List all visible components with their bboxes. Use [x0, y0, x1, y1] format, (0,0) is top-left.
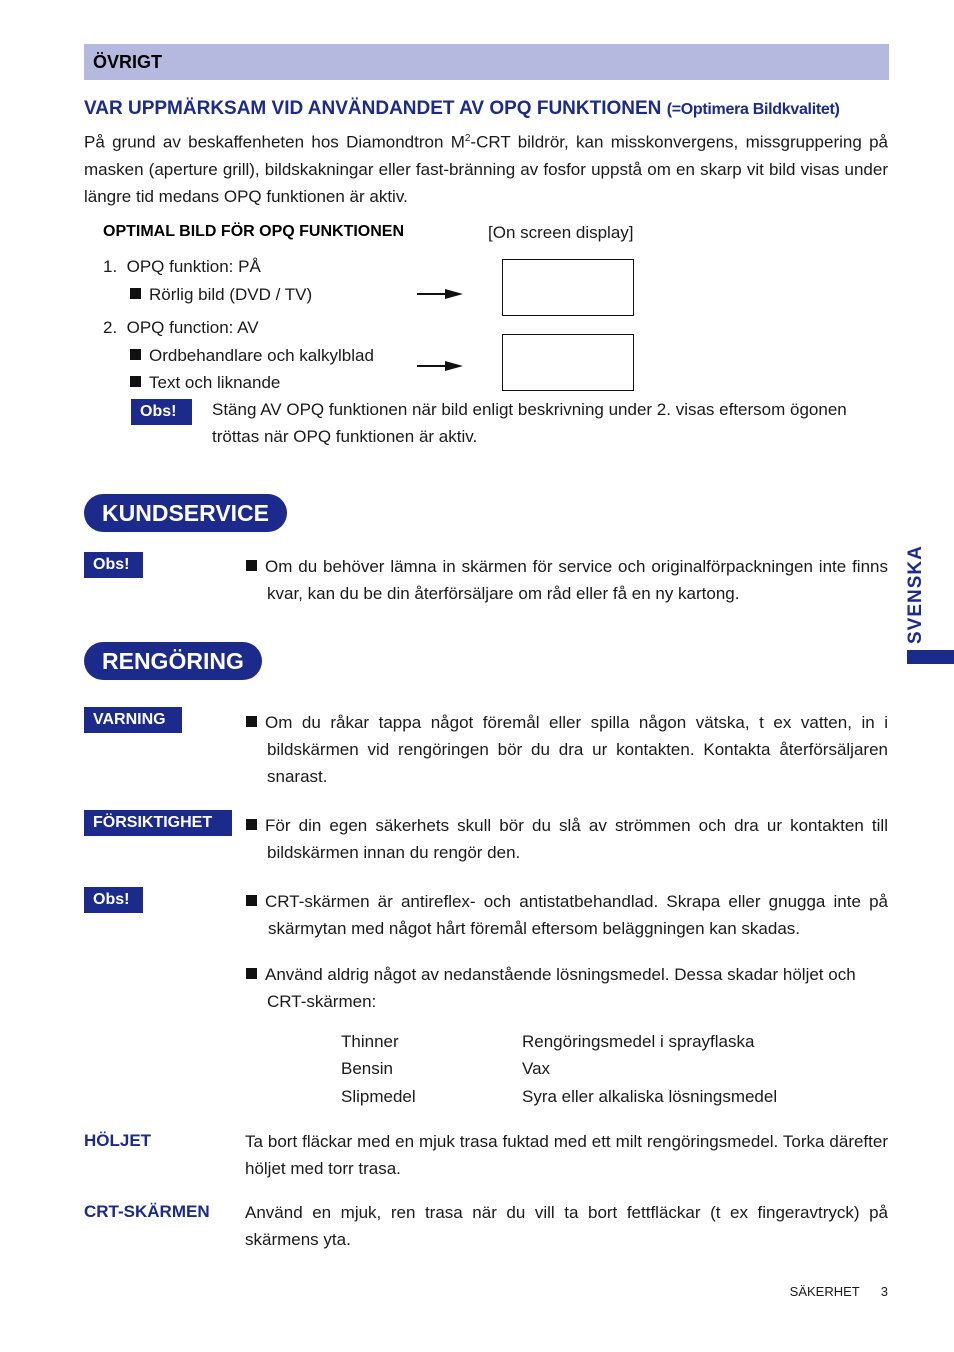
opq-item-1: 1. OPQ funktion: PÅ: [103, 257, 261, 276]
opq-optimal-title: OPTIMAL BILD FÖR OPQ FUNKTIONEN: [103, 223, 405, 240]
footer: [760, 1284, 888, 1299]
language-side-bar: [907, 650, 954, 664]
opq-obs-text: Stäng AV OPQ funktionen när bild enligt beskrivning under 2. visas eftersom ögonen tröttas när OPQ funktionen är aktiv.: [212, 400, 847, 446]
opq-heading-suffix: (=Optimera Bildkvalitet): [666, 101, 840, 118]
forsiktighet-tag: FÖRSIKTIGHET: [84, 810, 232, 836]
solvent-cell: Rengöringsmedel i sprayflaska: [522, 1032, 755, 1051]
forsiktighet-text: För din egen säkerhets skull bör du slå av strömmen och dra ur kontakten till bildskärmen innan du rengör den.: [246, 812, 888, 866]
bullet-square-icon: [246, 895, 257, 906]
arrow-right-icon: [417, 359, 463, 373]
bullet-square-icon: [246, 819, 257, 830]
obs-tag: Obs!: [84, 552, 143, 578]
opq-item-2: 2. OPQ function: AV: [103, 318, 259, 337]
opq-item-1-sub-1: Rörlig bild (DVD / TV): [130, 281, 312, 308]
rengoring-obs-text-1: CRT-skärmen är antireflex- och antistatbehandlad. Skrapa eller gnugga inte på skärmytan med något hårt föremål eftersom beläggningen kan skadas.: [246, 888, 888, 942]
bullet-square-icon: [246, 716, 257, 727]
section-header-title: ÖVRIGT: [93, 52, 163, 72]
kundservice-text: Om du behöver lämna in skärmen för service och originalförpackningen inte finns kvar, kan du be din återförsäljare om råd eller få en ny kartong.: [246, 553, 888, 607]
solvent-cell: Bensin: [341, 1059, 393, 1078]
opq-intro: På grund av beskaffenheten hos Diamondtron $M^2$-CRT bildrör, kan misskonvergens, missgruppering på masken (aperture grill), bildskakningar eller fast-bränning av fosfor uppstå om en skarp vit bild visas under längre tid medans OPQ funktionen är aktiv.: [84, 132, 888, 206]
bullet-square-icon: [246, 560, 257, 571]
holjet-label: HÖLJET: [84, 1131, 152, 1150]
opq-item-2-sub-1: Ordbehandlare och kalkylblad: [130, 342, 374, 369]
osd-box-opq-on: [502, 259, 634, 316]
solvent-cell: Slipmedel: [341, 1087, 416, 1106]
obs-tag: Obs!: [131, 399, 192, 425]
bullet-square-icon: [130, 349, 141, 360]
opq-item-2-sub-2: Text och liknande: [130, 369, 280, 396]
bullet-square-icon: [246, 968, 257, 979]
bullet-square-icon: [130, 376, 141, 387]
section-header-bar: [84, 44, 889, 80]
holjet-text: Ta bort fläckar med en mjuk trasa fuktad med ett milt rengöringsmedel. Torka därefter höljet med torr trasa.: [245, 1132, 888, 1178]
osd-box-opq-off: [502, 334, 634, 391]
osd-label: [On screen display]: [488, 223, 634, 242]
language-side-label: SVENSKA: [905, 545, 926, 644]
opq-heading: VAR UPPMÄRKSAM VID ANVÄNDANDET AV OPQ FUNKTIONEN (=Optimera Bildkvalitet): [84, 98, 840, 119]
rengoring-obs-text-2: Använd aldrig något av nedanstående lösningsmedel. Dessa skadar höljet och CRT-skärmen:: [246, 961, 888, 1015]
arrow-right-icon: [417, 287, 463, 301]
crt-label: CRT-SKÄRMEN: [84, 1202, 210, 1221]
crt-text: Använd en mjuk, ren trasa när du vill ta bort fettfläckar (t ex fingeravtryck) på skärmens yta.: [245, 1203, 888, 1249]
solvent-cell: Thinner: [341, 1032, 399, 1051]
solvent-cell: Syra eller alkaliska lösningsmedel: [522, 1087, 778, 1106]
footer-section: SÄKERHET: [789, 1284, 860, 1299]
footer-page-number: 3: [880, 1284, 888, 1299]
kundservice-title: KUNDSERVICE: [84, 494, 287, 532]
rengoring-title: RENGÖRING: [84, 642, 262, 680]
solvent-cell: Vax: [522, 1059, 551, 1078]
varning-text: Om du råkar tappa något föremål eller spilla någon vätska, t ex vatten, in i bildskärmen vid rengöringen bör du dra ur kontakten. Kontakta återförsäljaren snarast.: [246, 709, 888, 790]
bullet-square-icon: [130, 288, 141, 299]
varning-tag: VARNING: [84, 707, 182, 733]
obs-tag: Obs!: [84, 887, 143, 913]
